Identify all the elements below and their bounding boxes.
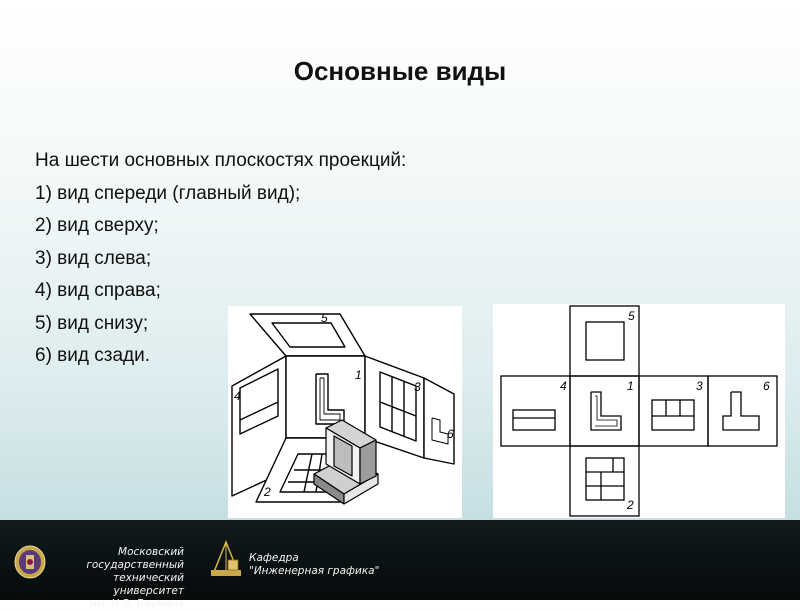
university-name [44, 546, 184, 611]
footer-bar [0, 520, 800, 610]
unfolded-views-figure [493, 304, 785, 518]
university-name-line: технический университет [113, 572, 184, 597]
department-logo-icon [208, 540, 244, 580]
unfold-label-4: 4 [560, 379, 567, 393]
slide-title: Основные виды [293, 56, 507, 86]
views-list-item: 2) вид сверху; [35, 215, 159, 236]
department-name-line: "Инженерная графика" [249, 565, 380, 577]
box-label-5: 5 [321, 311, 328, 325]
views-list-item: 4) вид справа; [35, 280, 161, 301]
box-label-6: 6 [447, 427, 454, 441]
box-label-1: 1 [355, 368, 362, 382]
department-name [249, 552, 379, 578]
views-list-item: 6) вид сзади. [35, 345, 151, 366]
projection-box-figure [228, 306, 462, 518]
university-emblem-icon [14, 545, 46, 579]
box-label-2: 2 [264, 485, 271, 499]
views-list-intro: На шести основных плоскостях проекций: [35, 150, 407, 171]
unfold-label-2: 2 [627, 498, 634, 512]
views-list-item: 1) вид спереди (главный вид); [35, 182, 301, 204]
views-list-item: 3) вид слева; [35, 247, 152, 269]
department-name-line: Кафедра [249, 552, 299, 564]
unfold-label-1: 1 [627, 379, 634, 393]
university-name-line: им. Н.Э. Баумана [89, 598, 184, 610]
projection-box-drawing [228, 306, 462, 518]
unfold-label-6: 6 [763, 379, 770, 393]
unfolded-views-drawing [493, 304, 785, 518]
box-label-3: 3 [414, 380, 421, 394]
box-label-4: 4 [234, 389, 241, 403]
views-list-item: 5) вид снизу; [35, 312, 149, 334]
unfold-label-5: 5 [628, 309, 635, 323]
university-name-line: Московский государственный [86, 546, 184, 571]
unfold-label-3: 3 [696, 379, 703, 393]
